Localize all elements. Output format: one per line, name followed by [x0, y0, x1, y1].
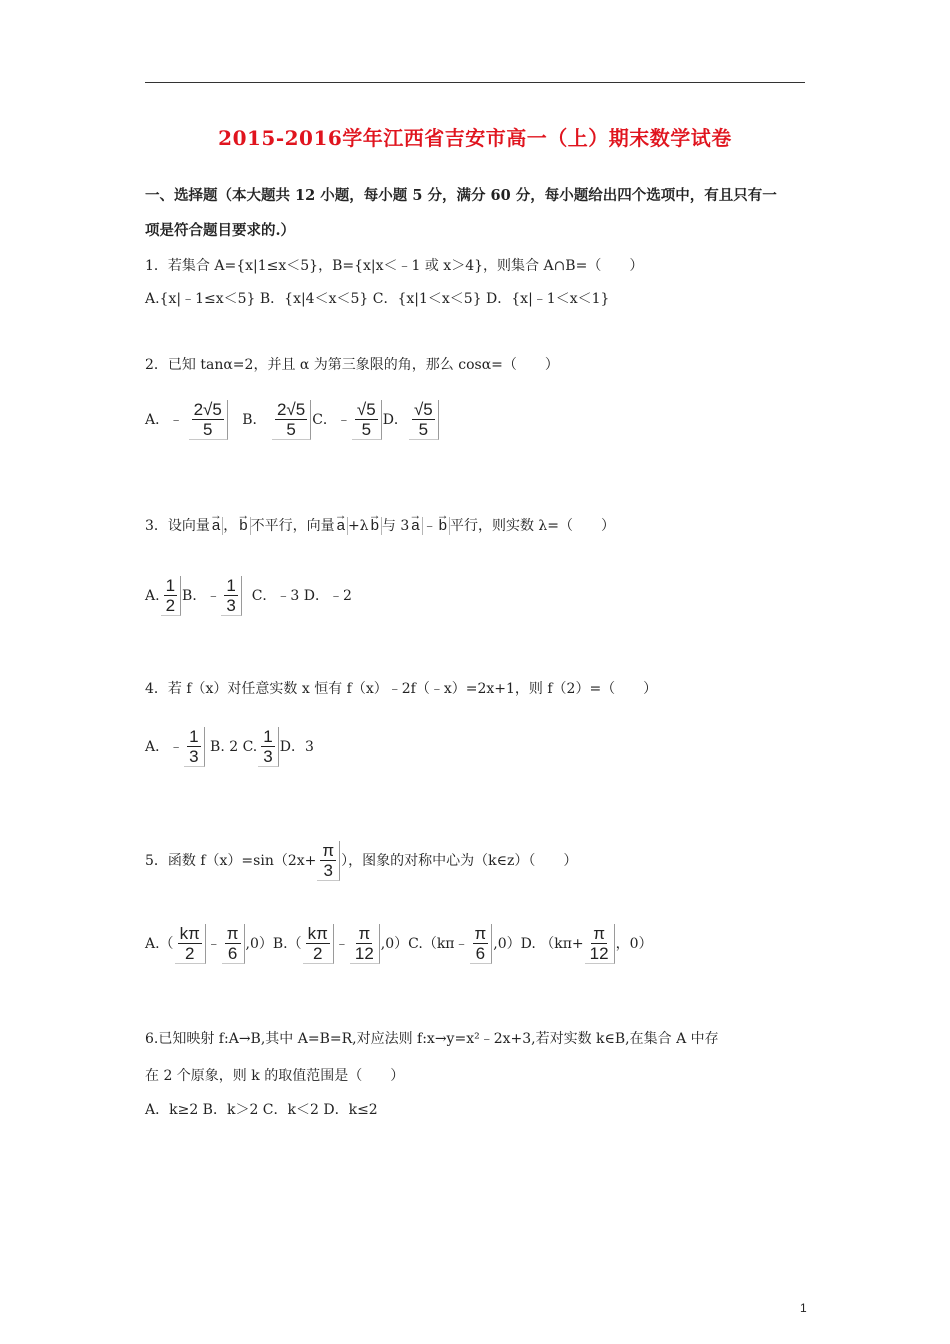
q5-b-numerator-1: kπ — [307, 924, 328, 943]
q3-text-2: 不平行，向量 — [250, 518, 335, 534]
q5-c-numerator: π — [474, 924, 487, 943]
q3-b-label: B．﹣ — [182, 588, 221, 604]
q3-b-denominator: 3 — [226, 596, 236, 615]
q4-a-label: A．﹣ — [145, 739, 184, 755]
q5-b-fraction-2 — [350, 924, 380, 964]
vector-a: → a — [210, 517, 223, 535]
q5-b-minus: ﹣ — [334, 936, 349, 952]
q4-c-denominator: 3 — [263, 747, 273, 766]
q5-options — [145, 924, 653, 964]
header-rule — [145, 82, 805, 83]
vector-a: → a — [409, 517, 422, 535]
q1-options: A.{x|﹣1≤x＜5} B．{x|4＜x＜5} C．{x|1＜x＜5} D．{x|﹣1＜x＜1} — [145, 291, 610, 307]
q2-d-fraction — [409, 400, 439, 440]
q3-a-fraction — [161, 576, 181, 616]
q5-a-label: A.（ — [145, 936, 174, 952]
q5-b-denominator-1: 2 — [313, 944, 323, 963]
q4-a-numerator: 1 — [189, 727, 199, 746]
q5-a-fraction-2 — [222, 924, 245, 964]
q4-a-denominator: 3 — [189, 747, 199, 766]
q5-c-denominator: 6 — [475, 944, 486, 963]
q4-c-fraction — [258, 727, 278, 767]
q2-options — [145, 400, 440, 440]
q5-a-minus: ﹣ — [206, 936, 221, 952]
q4-bc-label: B. 2 C. — [210, 739, 258, 755]
q5-text-2: ），图象的对称中心为（k∈z）（ ） — [341, 853, 578, 869]
q6-stem-line1: 6.已知映射 f:A→B,其中 A=B=R,对应法则 f:x→y=x²﹣2x+3,若对实数 k∈B,在集合 A 中存 — [145, 1031, 719, 1047]
q5-d-fraction — [585, 924, 615, 964]
page-title: 2015-2016学年江西省吉安市高一（上）期末数学试卷 — [218, 126, 732, 150]
page-number: 1 — [800, 1301, 807, 1315]
q2-a-denominator: 5 — [202, 420, 213, 439]
q6-stem-line2: 在 2 个原象，则 k 的取值范围是（ ） — [145, 1068, 405, 1084]
q2-c-denominator: 5 — [361, 420, 372, 439]
q2-d-denominator: 5 — [418, 420, 429, 439]
q4-stem: 4．若 f（x）对任意实数 x 恒有 f（x）﹣2f（﹣x）=2x+1，则 f（2）=（ ） — [145, 681, 658, 697]
q3-a-denominator: 2 — [165, 596, 176, 615]
q5-b-fraction-1 — [303, 924, 334, 964]
q2-b-label: B． — [242, 412, 267, 428]
q6-options: A．k≥2 B．k＞2 C．k＜2 D．k≤2 — [145, 1102, 378, 1118]
q3-text-5: ﹣ — [422, 518, 437, 534]
q5-b-label: ,0）B.（ — [245, 936, 302, 952]
q3-options — [145, 576, 352, 616]
q4-d-option: D．3 — [279, 739, 314, 755]
q3-text-4: 与 3 — [381, 518, 410, 534]
q5-a-denominator-2: 6 — [227, 944, 238, 963]
section-heading-line1: 一、选择题（本大题共 12 小题，每小题 5 分，满分 60 分，每小题给出四个选项中，有且只有一 — [145, 187, 777, 204]
vector-a: → a — [335, 517, 348, 535]
q5-stem — [145, 841, 577, 881]
q2-a-numerator: 2√5 — [193, 400, 222, 419]
q2-b-denominator: 5 — [286, 420, 296, 439]
q5-c-label: ,0）C.（kπ﹣ — [380, 936, 469, 952]
q5-stem-fraction — [317, 841, 340, 881]
q3-options-rest: C．﹣3 D．﹣2 — [251, 588, 352, 604]
q3-text-3: +λ — [347, 518, 369, 534]
q3-text-1: 3．设向量 — [145, 518, 210, 534]
q5-d-denominator: 12 — [589, 944, 609, 963]
vector-b: → b — [237, 517, 250, 535]
q5-b-numerator-2: π — [358, 924, 371, 943]
q4-a-fraction — [184, 727, 204, 767]
section-heading-line2: 项是符合题目要求的.） — [145, 222, 296, 239]
q5-d-numerator: π — [593, 924, 605, 943]
q5-a-numerator-2: π — [226, 924, 239, 943]
q2-a-label: A．﹣ — [145, 412, 184, 428]
q2-b-fraction — [272, 400, 311, 440]
q2-d-numerator: √5 — [413, 400, 433, 419]
q3-a-label: A. — [145, 588, 160, 604]
q3-text-6: 平行，则实数 λ=（ ） — [449, 518, 616, 534]
q2-a-fraction — [189, 400, 228, 440]
q3-a-numerator: 1 — [165, 576, 176, 595]
q5-b-denominator-2: 12 — [354, 944, 374, 963]
q5-stem-numerator: π — [322, 841, 335, 860]
q5-d-end: ，0） — [615, 936, 653, 952]
q4-options — [145, 727, 314, 767]
q2-b-numerator: 2√5 — [276, 400, 306, 419]
q3-stem — [145, 516, 615, 536]
q3-b-fraction — [221, 576, 241, 616]
q5-a-numerator-1: kπ — [179, 924, 200, 943]
q5-a-denominator-1: 2 — [184, 944, 195, 963]
q3-separator: ， — [223, 518, 238, 534]
q1-stem: 1．若集合 A={x|1≤x＜5}，B={x|x＜﹣1 或 x＞4}，则集合 A∩B=（ ） — [145, 258, 644, 274]
q4-c-numerator: 1 — [263, 727, 273, 746]
q3-b-numerator: 1 — [226, 576, 236, 595]
q5-a-fraction-1 — [175, 924, 206, 964]
q2-c-fraction — [352, 400, 382, 440]
vector-b: → b — [437, 517, 450, 535]
q2-c-numerator: √5 — [356, 400, 376, 419]
q5-stem-denominator: 3 — [323, 861, 333, 880]
q5-text-1: 5．函数 f（x）=sin（2x+ — [145, 853, 317, 869]
q2-d-label: D． — [382, 412, 408, 428]
vector-b: → b — [369, 517, 382, 535]
q5-c-fraction — [470, 924, 493, 964]
q2-c-label: C．﹣ — [312, 412, 351, 428]
q5-d-label: ,0）D. （kπ+ — [493, 936, 584, 952]
q2-stem: 2．已知 tanα=2，并且 α 为第三象限的角，那么 cosα=（ ） — [145, 357, 559, 373]
